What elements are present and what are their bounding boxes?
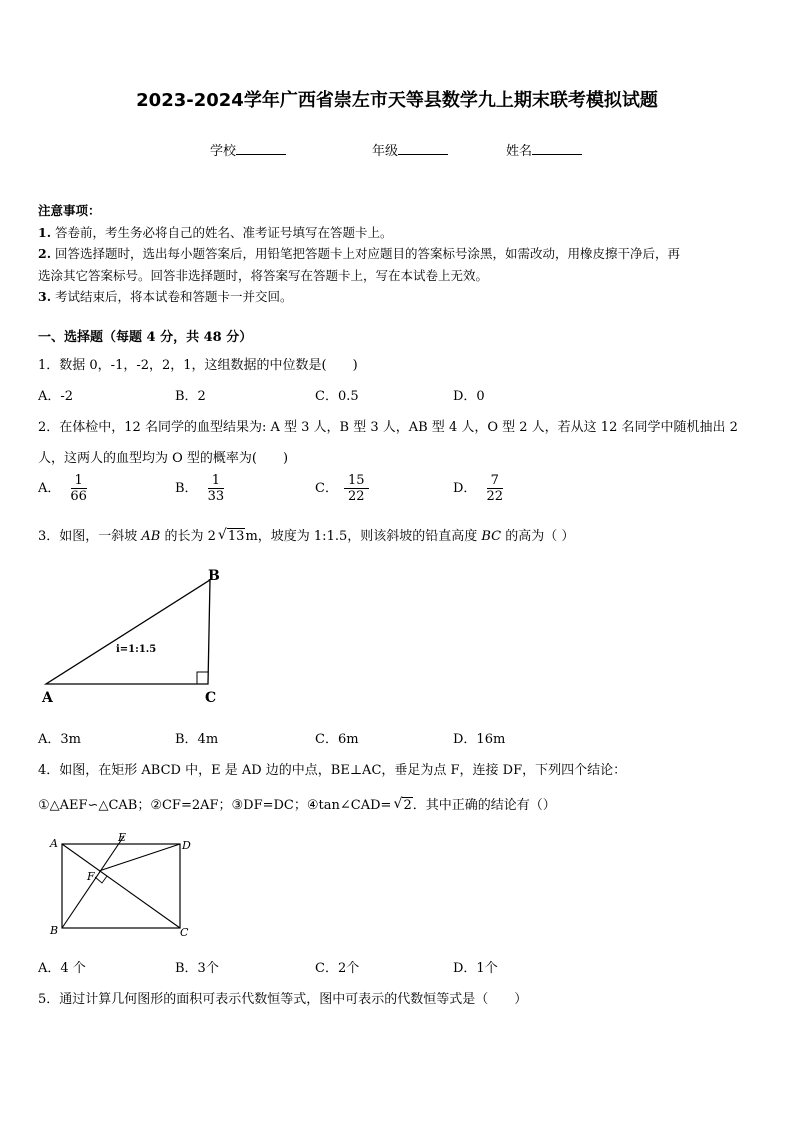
question-2-line-2: 人，这两人的血型均为 O 型的概率为( )	[38, 451, 289, 466]
vertex-c-label: C	[180, 926, 189, 939]
notice-heading: 注意事项：	[38, 203, 101, 218]
school-blank[interactable]	[236, 142, 286, 155]
fraction: $\frac{7}{22}$	[486, 473, 503, 504]
vertex-c-label: C	[205, 690, 217, 706]
q2-option-c[interactable]: C． $\frac{15}{22}$	[315, 473, 369, 504]
line-df	[99, 844, 180, 871]
vertex-a-label: A	[50, 837, 58, 850]
point-e-label: E	[118, 831, 127, 844]
q1-option-a[interactable]: A．-2	[38, 389, 74, 404]
name-blank[interactable]	[532, 142, 582, 155]
vertex-d-label: D	[182, 839, 191, 852]
diagonal-ac	[62, 844, 180, 928]
notice-block	[38, 200, 762, 308]
q1-option-c[interactable]: C．0.5	[315, 389, 359, 404]
question-1: 1．数据 0，-1，-2，2，1，这组数据的中位数是( )	[38, 358, 358, 373]
notice-item-2: 2. 回答选择题时，选出每小题答案后，用铅笔把答题卡上对应题目的答案标号涂黑，如需改动，用橡皮擦干净后，再	[38, 246, 681, 261]
q2-option-a[interactable]: A． $\frac{1}{66}$	[38, 473, 91, 504]
q1-option-d[interactable]: D．0	[453, 389, 485, 404]
question-2-line-1: 2．在体检中，12 名同学的血型结果为: A 型 3 人，B 型 3 人，AB 型 4 人，O 型 2 人，若从这 12 名同学中随机抽出 2	[38, 420, 738, 435]
q3-option-c[interactable]: C．6m	[315, 732, 359, 747]
q4-option-c[interactable]: C．2个	[315, 961, 360, 976]
q4-option-b[interactable]: B．3个	[175, 961, 219, 976]
school-label: 学校	[210, 144, 237, 159]
q3-option-d[interactable]: D．16m	[453, 732, 506, 747]
sqrt-symbol: √ 13	[217, 527, 245, 544]
q3-option-a[interactable]: A．3m	[38, 732, 81, 747]
q2-option-b[interactable]: B． $\frac{1}{33}$	[175, 473, 228, 504]
right-angle-mark	[197, 672, 208, 684]
name-label: 姓名	[506, 144, 533, 159]
notice-item-2-cont: 选涂其它答案标号。回答非选择题时，将答案写在答题卡上，写在本试卷上无效。	[38, 267, 489, 283]
q4-option-a[interactable]: A．4 个	[38, 961, 86, 976]
fraction: $\frac{15}{22}$	[344, 473, 369, 504]
question-4-line-2: ①△AEF∽△CAB；②CF=2AF；③DF=DC；④tan∠CAD= √ 2．其中正确的结论有（）	[38, 796, 556, 813]
question-5: 5．通过计算几何图形的面积可表示代数恒等式，图中可表示的代数恒等式是（ ）	[38, 992, 528, 1007]
notice-item-3: 3. 考试结束后，将本试卷和答题卡一并交回。	[38, 289, 293, 304]
q4-option-d[interactable]: D．1个	[453, 961, 498, 976]
slope-ratio-label: i=1:1.5	[116, 644, 157, 655]
q2-option-d[interactable]: D． $\frac{7}{22}$	[453, 473, 507, 504]
notice-item-1: 1. 答卷前，考生务必将自己的姓名、准考证号填写在答题卡上。	[38, 224, 393, 240]
vertex-a-label: A	[42, 690, 53, 706]
school-field	[210, 140, 286, 159]
point-f-label: F	[87, 870, 95, 883]
section-heading: 一、选择题（每题 4 分，共 48 分）	[38, 330, 253, 345]
vertex-b-label: B	[50, 924, 59, 937]
page-title: 2023-2024学年广西省崇左市天等县数学九上期末联考模拟试题	[136, 90, 658, 111]
q3-option-b[interactable]: B．4m	[175, 732, 219, 747]
slope-figure	[36, 560, 236, 710]
question-3: 3．如图，一斜坡 AB 的长为 2 √ 13m，坡度为 1:1.5，则该斜坡的铅直高度 BC 的高为（ ）	[38, 527, 575, 544]
fraction: $\frac{1}{66}$	[70, 473, 87, 504]
q1-option-b[interactable]: B．2	[175, 389, 206, 404]
rectangle-figure	[44, 826, 204, 944]
grade-blank[interactable]	[398, 142, 448, 155]
sqrt-symbol: √ 2	[393, 796, 412, 813]
vertex-b-label: B	[208, 568, 220, 584]
grade-label: 年级	[372, 144, 399, 159]
slope-triangle	[46, 580, 210, 684]
fraction: $\frac{1}{33}$	[207, 473, 225, 504]
grade-field	[372, 140, 448, 159]
question-4-line-1: 4．如图，在矩形 ABCD 中，E 是 AD 边的中点，BE⊥AC，垂足为点 F，连接 DF，下列四个结论：	[38, 763, 627, 778]
name-field	[506, 140, 582, 159]
